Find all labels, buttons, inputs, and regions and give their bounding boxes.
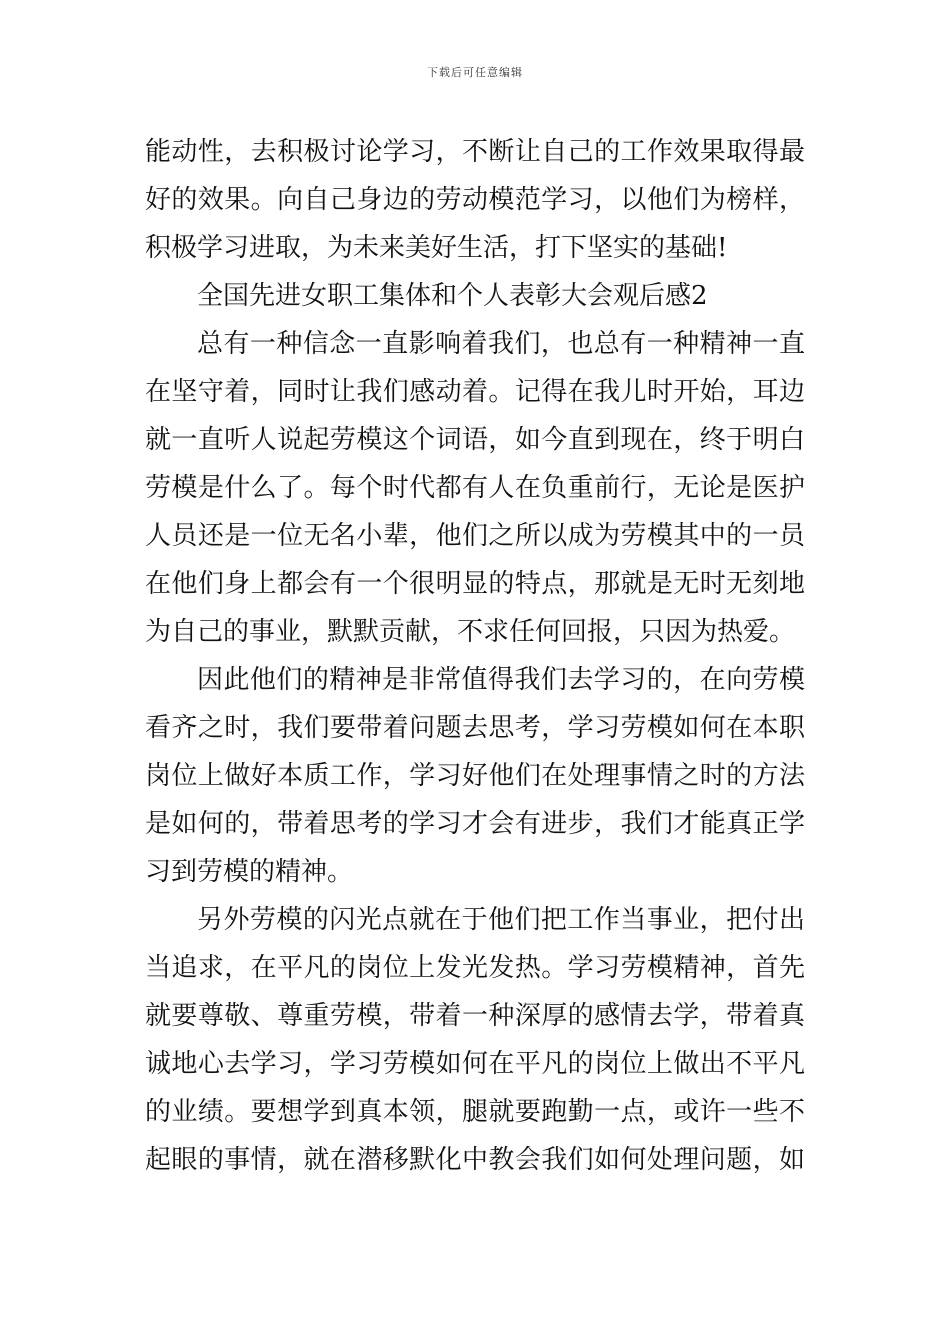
text-line: 为自己的事业，默默贡献，不求任何回报，只因为热爱。 <box>145 617 796 647</box>
text-line: 看齐之时，我们要带着问题去思考，学习劳模如何在本职 <box>145 713 805 743</box>
text-line: 人员还是一位无名小辈，他们之所以成为劳模其中的一员 <box>145 521 805 551</box>
text-line: 的业绩。要想学到真本领，腿就要跑勤一点，或许一些不 <box>145 1097 805 1127</box>
document-body <box>145 128 805 1184</box>
text-line: 能动性，去积极讨论学习，不断让自己的工作效果取得最 <box>145 137 805 167</box>
text-line: 诚地心去学习，学习劳模如何在平凡的岗位上做出不平凡 <box>145 1049 805 1079</box>
text-line: 在他们身上都会有一个很明显的特点，那就是无时无刻地 <box>145 569 805 599</box>
text-line: 起眼的事情，就在潜移默化中教会我们如何处理问题，如 <box>145 1145 805 1175</box>
text-line: 劳模是什么了。每个时代都有人在负重前行，无论是医护 <box>145 473 805 503</box>
text-line: 因此他们的精神是非常值得我们去学习的，在向劳模 <box>197 665 805 695</box>
page-header: 下载后可任意编辑 <box>427 66 523 79</box>
text-line: 好的效果。向自己身边的劳动模范学习，以他们为榜样， <box>145 185 805 215</box>
text-line: 习到劳模的精神。 <box>145 857 354 887</box>
text-line: 在坚守着，同时让我们感动着。记得在我儿时开始，耳边 <box>145 377 805 407</box>
text-line: 是如何的，带着思考的学习才会有进步，我们才能真正学 <box>145 809 805 839</box>
text-line: 岗位上做好本质工作，学习好他们在处理事情之时的方法 <box>145 761 805 791</box>
text-line: 积极学习进取，为未来美好生活，打下坚实的基础! <box>145 233 728 263</box>
text-line: 总有一种信念一直影响着我们，也总有一种精神一直 <box>197 329 805 359</box>
text-line: 就要尊敬、尊重劳模，带着一种深厚的感情去学，带着真 <box>145 1001 805 1031</box>
text-line: 当追求，在平凡的岗位上发光发热。学习劳模精神，首先 <box>145 953 805 983</box>
text-line: 另外劳模的闪光点就在于他们把工作当事业，把付出 <box>197 905 805 935</box>
text-line: 就一直听人说起劳模这个词语，如今直到现在，终于明白 <box>145 425 805 455</box>
text-line: 全国先进女职工集体和个人表彰大会观后感2 <box>197 281 708 311</box>
